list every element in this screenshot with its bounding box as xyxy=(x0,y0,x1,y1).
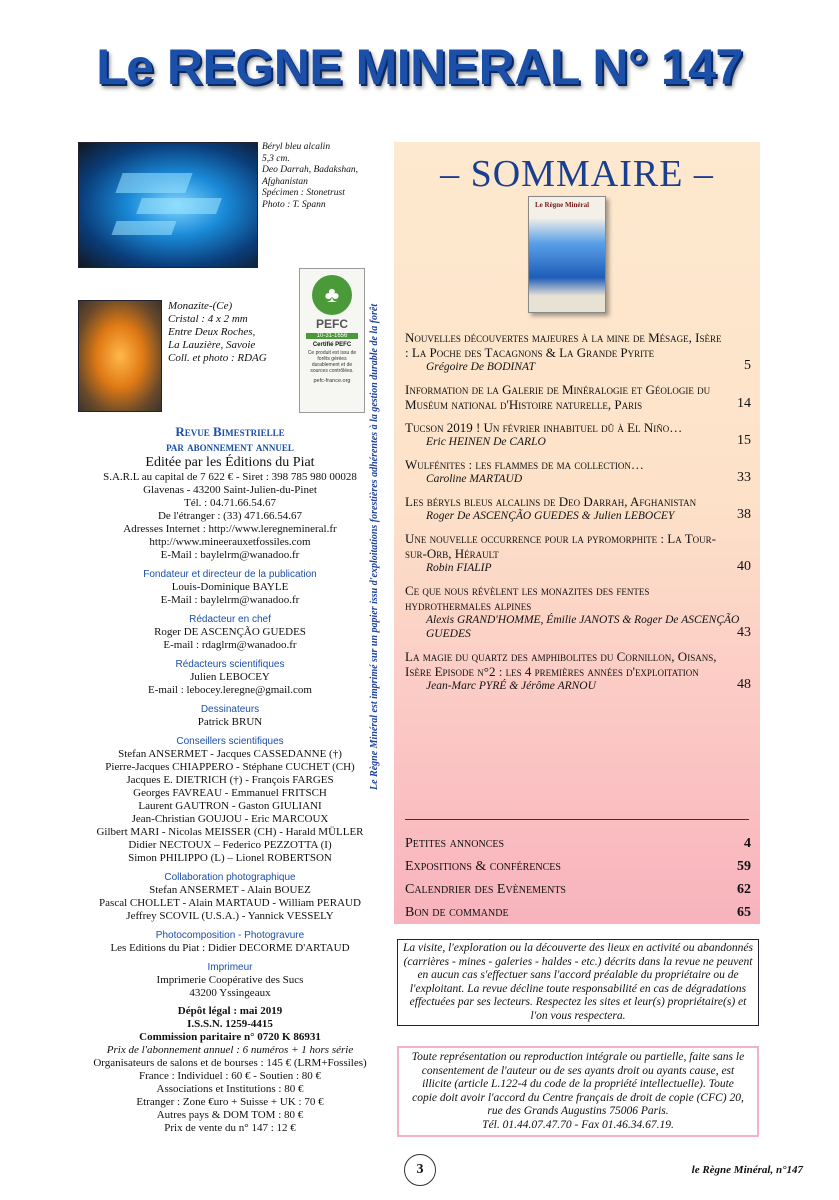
copyright-notice: Toute représentation ou reproduction intégrale ou partielle, faite sans le consentement de l'auteur ou de ses ayants droit ou ayants cause, est illicite (article L.122-4 du code de la propriété intellectuelle). Toute copie doit avoir l'accord du Centre français de droit de copie (CFC) 20, rue des Grands Augustins 75006 Paris. Tél. 01.44.07.47.70 - Fax 01.46.34.67.19. xyxy=(397,1046,759,1137)
toc-entry[interactable]: Nouvelles découvertes majeures à la mine de Mésage, Isère : La Poche des Tacagnons & La Grande Pyrite Grégoire De BODINAT 5 xyxy=(405,330,751,373)
toc-entry[interactable]: Information de la Galerie de Minéralogie et Géologie du Muséum national d'Histoire naturelle, Paris 14 xyxy=(405,382,751,412)
toc-entry[interactable]: Ce que nous révèlent les monazites des fentes hydrothermales alpines Alexis GRAND'HOMME, Émilie JANOTS & Roger De ASCENÇÃO GUEDES 43 xyxy=(405,583,751,640)
toc-entry[interactable]: Tucson 2019 ! Un février inhabituel dû à El Niño… Eric HEINEN De CARLO 15 xyxy=(405,420,751,448)
toc-entry[interactable]: Une nouvelle occurrence pour la pyromorphite : La Tour-sur-Orb, Hérault Robin FIALIP 40 xyxy=(405,531,751,574)
extras-list xyxy=(405,832,751,924)
toc-extra[interactable]: Expositions & conférences 59 xyxy=(405,859,751,874)
pefc-label: ♣ PEFC 10-31-1656 Certifié PEFC Ce produit est issu de forêts gérées durablement et de sources contrôlées. pefc-france.org xyxy=(299,268,365,413)
cover-thumbnail: Le Règne Minéral xyxy=(528,196,606,313)
divider xyxy=(405,819,749,820)
beryl-caption: Béryl bleu alcalin 5,3 cm. Deo Darrah, Badakshan, Afghanistan Spécimen : Stonetrust Photo : T. Spann xyxy=(262,142,359,210)
toc-entry[interactable]: La magie du quartz des amphibolites du Cornillon, Oisans, Isère Episode n°2 : les 4 premières années d'exploitation Jean-Marc PYRÉ & Jérôme ARNOU 48 xyxy=(405,649,751,692)
toc-extra[interactable]: Calendrier des Evènements 62 xyxy=(405,882,751,897)
toc-extra[interactable]: Petites annonces 4 xyxy=(405,836,751,851)
page-number: 3 xyxy=(404,1154,436,1186)
masthead: Revue Bimestrielle par abonnement annuel Editée par les Éditions du Piat S.A.R.L au capital de 7 622 € - Siret : 398 785 980 00028 Glavenas - 43200 Saint-Julien-du-Pinet Tél. : 04.71.66.54.67 De l'étranger : (33) 471.66.54.67 Adresses Internet : http://www.leregnemineral.fr http://www.mineerauxetfossiles.com E-Mail : baylelrm@wanadoo.fr Fondateur et directeur de la publication Louis-Dominique BAYLE E-Mail : baylelrm@wanadoo.fr Rédacteur en chef Roger DE ASCENÇÃO GUEDES E-mail : rdaglrm@wanadoo.fr Rédacteurs scientifiques Julien LEBOCEY E-mail : lebocey.leregne@gmail.com Dessinateurs Patrick BRUN Conseillers scientifiques Stefan ANSERMET - Jacques CASSEDANNE (†) Pierre-Jacques CHIAPPERO - Stéphane CUCHET (CH) Jacques E. DIETRICH (†) - François FARGES Georges FAVREAU - Emmanuel FRITSCH Laurent GAUTRON - Gaston GIULIANI Jean-Christian GOUJOU - Eric MARCOUX Gilbert MARI - Nicolas MEISSER (CH) - Harald MÜLLER Didier NECTOUX – Federico PEZZOTTA (I) Simon PHILIPPO (L) – Lionel ROBERTSON Collaboration photographique Stefan ANSERMET - Alain BOUEZ Pascal CHOLLET - Alain MARTAUD - William PERAUD Jeffrey SCOVIL (U.S.A.) - Yannick VESSELY Photocomposition - Photogravure Les Editions du Piat : Didier DECORME D'ARTAUD Imprimeur Imprimerie Coopérative des Sucs 43200 Yssingeaux Dépôt légal : mai 2019 I.S.S.N. 1259-4415 Commission paritaire n° 0720 K 86931 Prix de l'abonnement annuel : 6 numéros + 1 hors série Organisateurs de salons et de bourses : 145 € (LRM+Fossiles) France : Individuel : 60 € - Soutien : 80 € Associations et Institutions : 80 € Etranger : Zone €uro + Suisse + UK : 70 € Autres pays & DOM TOM : 80 € Prix de vente du n° 147 : 12 € xyxy=(93,424,367,1134)
tree-icon: ♣ xyxy=(312,275,352,315)
magazine-title: Le REGNE MINERAL N° 147 xyxy=(96,39,743,95)
toc-entry[interactable]: Wulfénites : les flammes de ma collection… Caroline MARTAUD 33 xyxy=(405,457,751,485)
toc-entry[interactable]: Les béryls bleus alcalins de Deo Darrah, Afghanistan Roger De ASCENÇÃO GUEDES & Julien LEBOCEY 38 xyxy=(405,494,751,522)
beryl-photo xyxy=(78,142,258,268)
monazite-photo xyxy=(78,300,162,412)
paper-statement: Le Règne Minéral est imprimé sur un papier issu d'exploitations forestières adhérentes à la gestion durable de la forêt xyxy=(369,303,380,790)
site-visit-notice: La visite, l'exploration ou la découverte des lieux en activité ou abandonnés (carrières - mines - galeries - haldes - etc.) décrits dans la revue ne peuvent en aucun cas s'effectuer sans l'accord préalable du propriétaire ou de l'exploitant. La revue décline toute responsabilité en cas de dégradations effectuées par ses lecteurs. Respectez les sites et leur(s) propriétaire(s) et l'on vous respectera. xyxy=(397,939,759,1026)
footer-title: le Règne Minéral, n°147 xyxy=(691,1164,803,1176)
sommaire-title: – SOMMAIRE – xyxy=(440,153,714,195)
sommaire-panel xyxy=(394,142,760,924)
toc-extra[interactable]: Bon de commande 65 xyxy=(405,905,751,920)
monazite-caption: Monazite-(Ce) Cristal : 4 x 2 mm Entre Deux Roches, La Lauzière, Savoie Coll. et photo : RDAG xyxy=(168,300,267,364)
table-of-contents xyxy=(405,330,751,701)
